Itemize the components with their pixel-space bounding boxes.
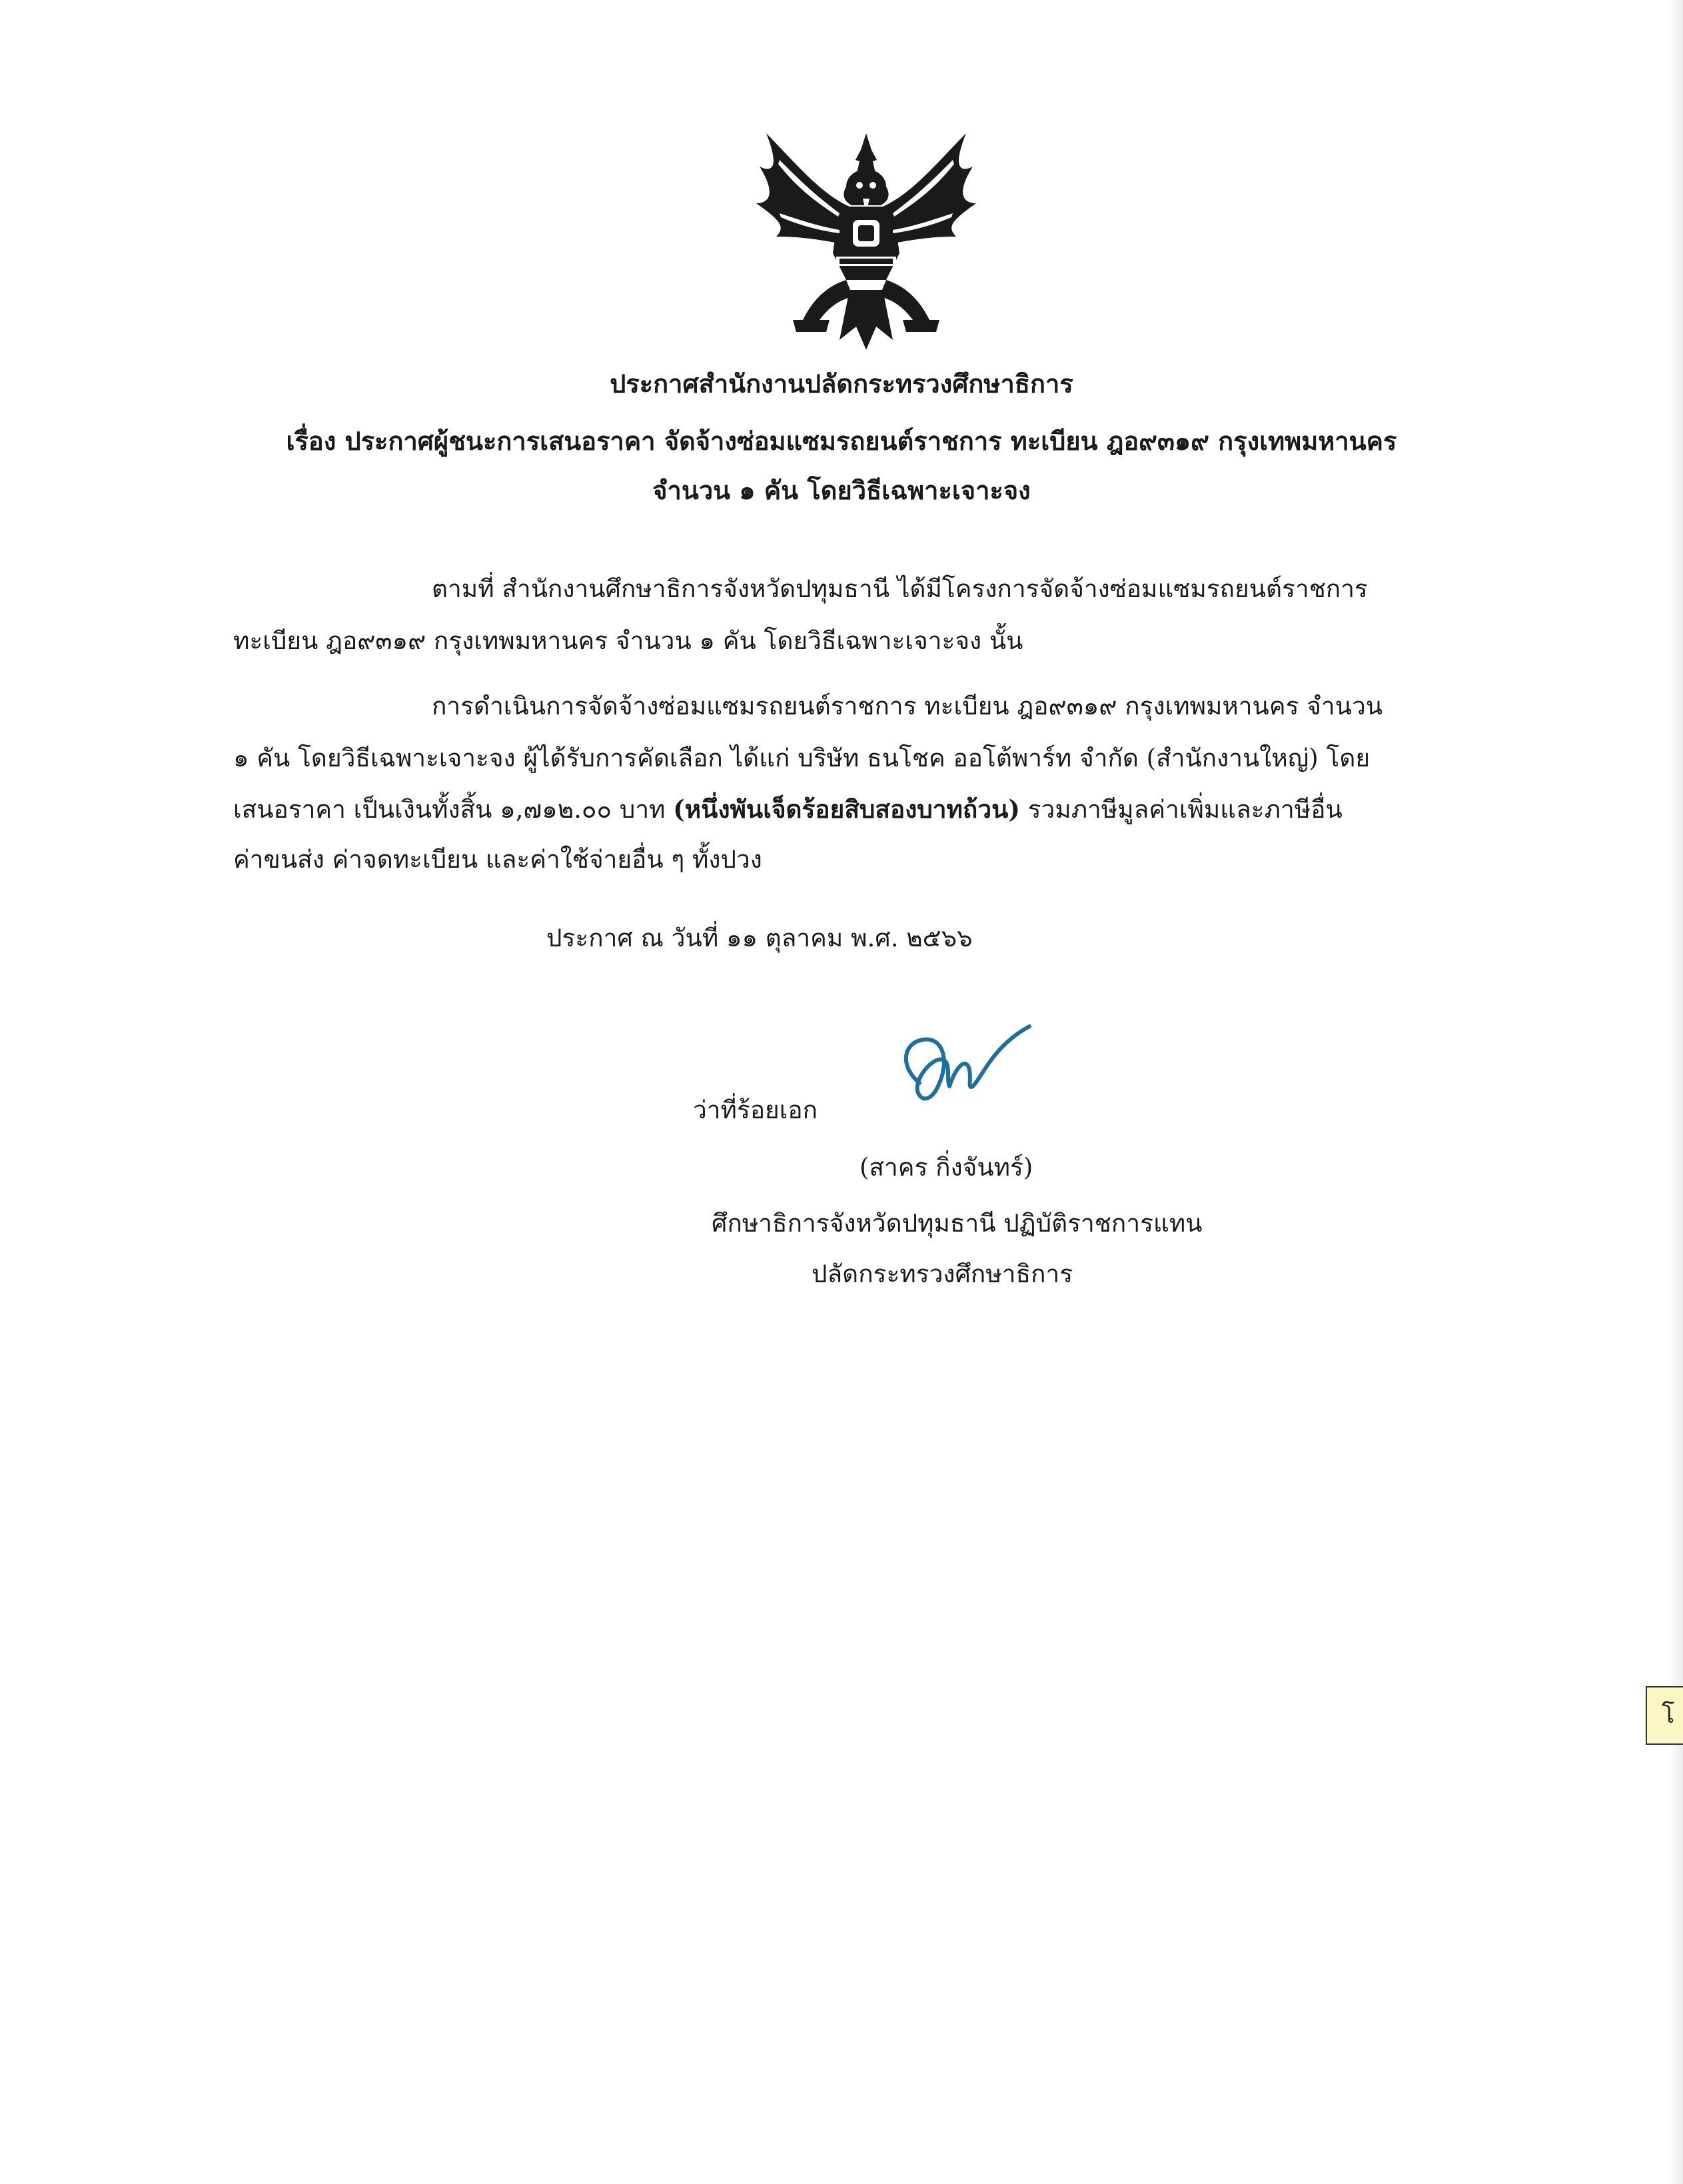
signatory-position: ศึกษาธิการจังหวัดปทุมธานี ปฏิบัติราชการแทน bbox=[712, 1209, 1203, 1238]
paragraph-2-line-3 bbox=[233, 790, 1343, 828]
sticky-note-tab: โ bbox=[1646, 1686, 1683, 1745]
paragraph-1-line-2: ทะเบียน ฎอ๙๓๑๙ กรุงเทพมหานคร จำนวน ๑ คัน โดยวิธีเฉพาะเจาะจง นั้น bbox=[233, 626, 1023, 655]
announcement-subject-continued: จำนวน ๑ คัน โดยวิธีเฉพาะเจาะจง bbox=[652, 475, 1031, 505]
announcement-subject: เรื่อง ประกาศผู้ชนะการเสนอราคา จัดจ้างซ่อมแซมรถยนต์ราชการ ทะเบียน ฎอ๙๓๑๙ กรุงเทพมหานคร bbox=[286, 426, 1397, 456]
paragraph-1-line-1: ตามที่ สำนักงานศึกษาธิการจังหวัดปทุมธานี ได้มีโครงการจัดจ้างซ่อมแซมรถยนต์ราชการ bbox=[432, 574, 1368, 603]
paragraph-2-line-1: การดำเนินการจัดจ้างซ่อมแซมรถยนต์ราชการ ทะเบียน ฎอ๙๓๑๙ กรุงเทพมหานคร จำนวน bbox=[432, 692, 1383, 720]
price-text: เสนอราคา เป็นเงินทั้งสิ้น ๑,๗๑๒.๐๐ บาท bbox=[233, 795, 674, 824]
signatory-rank: ว่าที่ร้อยเอก bbox=[693, 1096, 818, 1124]
tax-note: รวมภาษีมูลค่าเพิ่มและภาษีอื่น bbox=[1019, 795, 1343, 824]
price-in-words: (หนึ่งพันเจ็ดร้อยสิบสองบาทถ้วน) bbox=[673, 794, 1020, 824]
handwritten-signature bbox=[893, 1020, 1053, 1153]
signatory-position-continued: ปลัดกระทรวงศึกษาธิการ bbox=[812, 1260, 1073, 1288]
garuda-emblem-icon bbox=[740, 120, 993, 360]
page-edge-shadow bbox=[1668, 0, 1683, 2184]
announcement-title: ประกาศสำนักงานปลัดกระทรวงศึกษาธิการ bbox=[610, 369, 1073, 399]
paragraph-2-line-4: ค่าขนส่ง ค่าจดทะเบียน และค่าใช้จ่ายอื่น ๆ ทั้งปวง bbox=[233, 845, 762, 874]
paragraph-2-line-2: ๑ คัน โดยวิธีเฉพาะเจาะจง ผู้ได้รับการคัดเลือก ได้แก่ บริษัท ธนโชค ออโต้พาร์ท จำกัด (สำนักงานใหญ่) โดย bbox=[233, 744, 1371, 772]
signatory-name: (สาคร กิ่งจันทร์) bbox=[859, 1153, 1033, 1182]
announcement-date: ประกาศ ณ วันที่ ๑๑ ตุลาคม พ.ศ. ๒๕๖๖ bbox=[546, 924, 973, 952]
